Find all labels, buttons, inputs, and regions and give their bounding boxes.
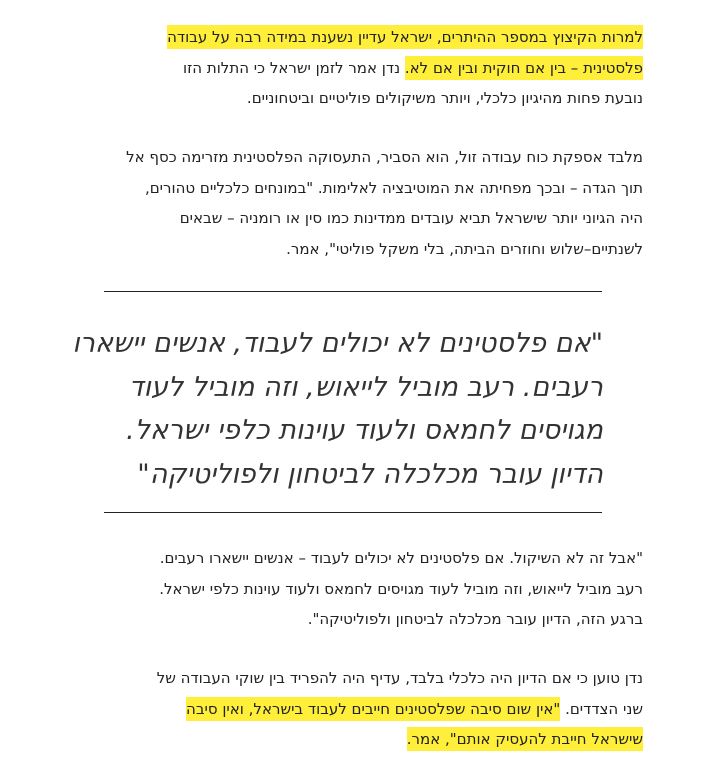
- highlighted-text: פלסטינית – בין אם חוקית ובין אם לא.: [405, 56, 643, 80]
- paragraph-line: רעב מוביל לייאוש, וזה מוביל לעוד מגויסים לחמאס ולעוד עוינות כלפי ישראל.: [159, 579, 643, 598]
- paragraph-text: נדן אמר לזמן ישראל כי התלות הזו: [183, 58, 405, 77]
- paragraph-line: נדן טוען כי אם הדיון היה כלכלי בלבד, עדיף היה להפריד בין שוקי העבודה של: [156, 669, 643, 687]
- paragraph-text: שני הצדדים.: [560, 699, 643, 718]
- paragraph-text: נובעת פחות מהיגיון כלכלי, ויותר משיקולים פוליטיים וביטחוניים.: [246, 89, 643, 107]
- paragraph-dependence: [67, 22, 643, 114]
- highlighted-text: "אין שום סיבה שפלסטינים חייבים לעבוד בישראל, ואין סיבה: [186, 697, 560, 721]
- paragraph-economics: [67, 142, 643, 264]
- pullquote-line: מגויסים לחמאס ולעוד עוינות כלפי ישראל.: [126, 415, 603, 446]
- pullquote-line: הדיון עובר מכלכלה לביטחון ולפוליטיקה": [137, 458, 603, 490]
- paragraph-line: ברגע הזה, הדיון עובר מכלכלה לביטחון ולפוליטיקה".: [307, 610, 643, 628]
- paragraph-line: מלבד אספקת כוח עבודה זול, הוא הסביר, התעסוקה הפלסטינית מזרימה כסף אל: [126, 148, 643, 166]
- paragraph-separation: [67, 663, 643, 755]
- highlighted-text: למרות הקיצוץ במספר ההיתרים, ישראל עדיין נשענת במידה רבה על עבודה: [167, 25, 643, 49]
- highlighted-text: שישראל חייבת להעסיק אותם", אמר.: [407, 727, 643, 751]
- paragraph-quote: [67, 543, 643, 635]
- paragraph-line: תוך הגדה – ובכך מפחיתה את המוטיבציה לאלימות. "במונחים כלכליים טהורים,: [144, 178, 643, 197]
- pullquote: [72, 322, 603, 496]
- paragraph-line: לשנתיים–שלוש וחוזרים הביתה, בלי משקל פוליטי", אמר.: [286, 239, 643, 258]
- pullquote-bottom-rule: [104, 512, 602, 513]
- pullquote-top-rule: [104, 291, 602, 292]
- pullquote-line: "אם פלסטינים לא יכולים לעבוד, אנשים יישארו: [72, 328, 603, 359]
- paragraph-line: היה הגיוני יותר שישראל תביא עובדים ממדינות כמו סין או רומניה – שבאים: [179, 209, 643, 227]
- paragraph-line: "אבל זה לא השיקול. אם פלסטינים לא יכולים לעבוד – אנשים יישארו רעבים.: [159, 549, 643, 567]
- pullquote-line: רעבים. רעב מוביל לייאוש, וזה מוביל לעוד: [128, 371, 603, 403]
